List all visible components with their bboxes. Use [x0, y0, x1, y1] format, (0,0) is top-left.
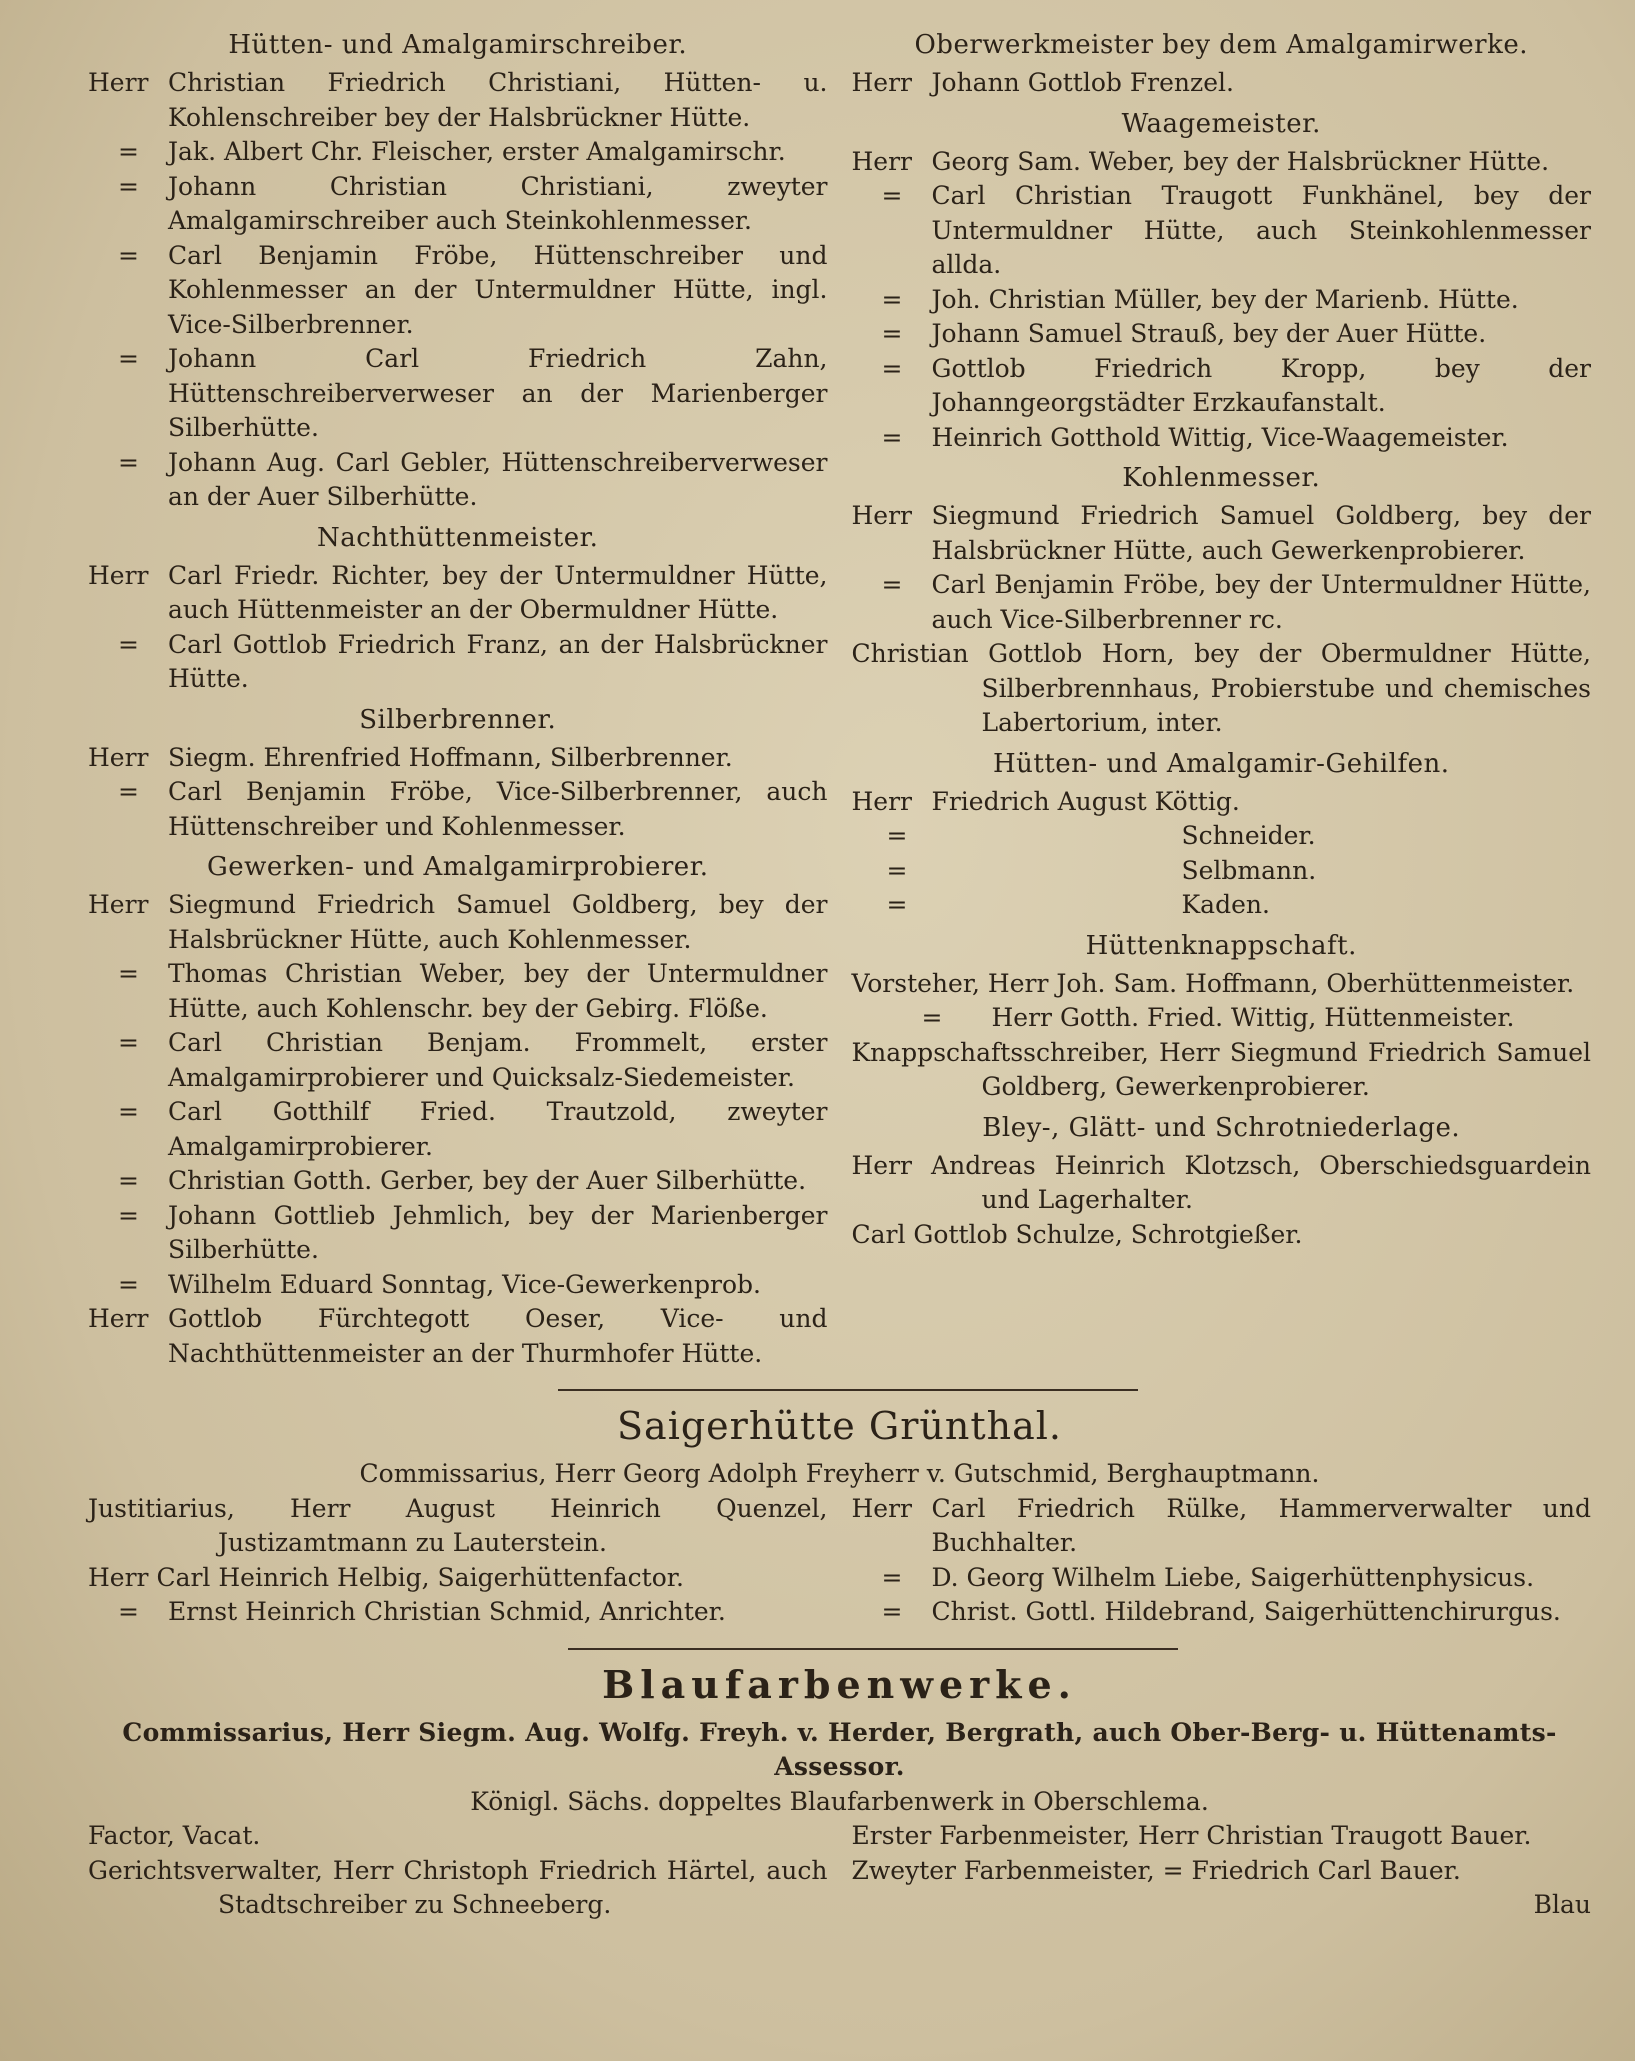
section-gewerkenprobierer	[88, 850, 828, 1371]
section-title: Blaufarbenwerke.	[602, 1661, 1077, 1707]
list-entry: = Herr Gotth. Fried. Wittig, Hüttenmeister.	[921, 1003, 1515, 1032]
list-entry: = Carl Christian Traugott Funkhänel, bey der Untermuldner Hütte, auch Steinkohlenmesser allda.	[881, 181, 1591, 279]
section-heading: Hütten- und Amalgamirschreiber.	[228, 30, 688, 60]
list-entry: Christian Gottlob Horn, bey der Obermuldner Hütte, Silberbrennhaus, Probierstube und chemisches Labertorium, inter.	[851, 639, 1591, 737]
list-entry: = Ernst Heinrich Christian Schmid, Anrichter.	[118, 1597, 726, 1626]
list-entry: Factor, Vacat.	[88, 1821, 261, 1850]
list-entry: = Johann Samuel Strauß, bey der Auer Hütte.	[881, 319, 1487, 348]
list-entry: = Carl Benjamin Fröbe, bey der Untermuldner Hütte, auch Vice-Silberbrenner rc.	[881, 570, 1591, 634]
list-entry: Herr Siegmund Friedrich Samuel Goldberg, bey der Halsbrückner Hütte, auch Gewerkenprobierer.	[851, 501, 1591, 565]
list-entry: = Selbmann.	[886, 855, 1317, 885]
divider	[568, 1648, 1178, 1650]
section-heading: Kohlenmesser.	[1122, 463, 1321, 493]
section-saigerhuette	[88, 1401, 1591, 1630]
list-entry: Herr Carl Friedrich Rülke, Hammerverwalter und Buchhalter.	[851, 1493, 1591, 1557]
section-heading: Bley-, Glätt- und Schrotniederlage.	[982, 1112, 1461, 1143]
list-entry: = Johann Aug. Carl Gebler, Hüttenschreiberverweser an der Auer Silberhütte.	[118, 447, 828, 511]
section-heading: Oberwerkmeister bey dem Amalgamirwerke.	[914, 30, 1529, 60]
section-heading: Hütten- und Amalgamir-Gehilfen.	[992, 748, 1450, 779]
list-entry: Gerichtsverwalter, Herr Christoph Friedrich Härtel, auch Stadtschreiber zu Schneeberg.	[88, 1855, 828, 1919]
list-entry: = Joh. Christian Müller, bey der Marienb. Hütte.	[881, 284, 1519, 314]
section-heading: Silberbrenner.	[359, 704, 557, 735]
section-waagemeister	[852, 107, 1592, 456]
list-entry: Carl Gottlob Schulze, Schrotgießer.	[851, 1219, 1303, 1249]
section-nachthuettenmeister	[88, 521, 828, 697]
section-heading: Nachthüttenmeister.	[317, 522, 599, 553]
saiger-columns	[88, 1492, 1591, 1630]
saiger-right	[848, 1492, 1592, 1630]
blaufarben-left	[88, 1819, 828, 1923]
section-heading: Gewerken- und Amalgamirprobierer.	[206, 852, 709, 882]
list-entry: = Heinrich Gotthold Wittig, Vice-Waagemeister.	[881, 422, 1509, 452]
section-title: Saigerhütte Grünthal.	[617, 1404, 1062, 1448]
list-entry: Herr Siegmund Friedrich Samuel Goldberg, bey der Halsbrückner Hütte, auch Kohlenmesser.	[88, 890, 828, 954]
left-column	[88, 22, 828, 1371]
list-entry: = Wilhelm Eduard Sonntag, Vice-Gewerkenprob.	[118, 1269, 761, 1299]
section-kohlenmesser	[852, 461, 1592, 741]
list-entry: = Carl Christian Benjam. Frommelt, erster Amalgamirprobierer und Quicksalz-Siedemeister.	[118, 1028, 828, 1092]
list-entry: Herr Johann Gottlob Frenzel.	[851, 68, 1234, 97]
catchword: Blau	[1533, 1890, 1591, 1919]
list-entry: = Schneider.	[886, 821, 1316, 850]
list-entry: Herr Georg Sam. Weber, bey der Halsbrückner Hütte.	[851, 146, 1550, 176]
divider	[558, 1389, 1138, 1391]
list-entry: Herr Carl Friedr. Richter, bey der Untermuldner Hütte, auch Hüttenmeister an der Obermuldner Hütte.	[88, 560, 828, 624]
section-blaufarbenwerke	[88, 1660, 1591, 1923]
section-heading: Waagemeister.	[1121, 108, 1321, 139]
list-entry: Zweyter Farbenmeister, = Friedrich Carl Bauer.	[851, 1855, 1461, 1885]
list-entry: = Carl Gotthilf Fried. Trautzold, zweyter Amalgamirprobierer.	[118, 1097, 828, 1161]
list-entry: = Johann Christian Christiani, zweyter Amalgamirschreiber auch Steinkohlenmesser.	[118, 171, 828, 235]
section-oberwerkmeister	[852, 28, 1592, 101]
list-entry: Knappschaftsschreiber, Herr Siegmund Friedrich Samuel Goldberg, Gewerkenprobierer.	[851, 1037, 1591, 1101]
list-entry: = D. Georg Wilhelm Liebe, Saigerhüttenphysicus.	[881, 1562, 1535, 1592]
list-entry: Herr Andreas Heinrich Klotzsch, Oberschiedsguardein und Lagerhalter.	[851, 1150, 1592, 1214]
commissarius-line: Commissarius, Herr Georg Adolph Freyherr v. Gutschmid, Berghauptmann.	[359, 1459, 1320, 1488]
section-huetten-amalgamirschreiber	[88, 28, 828, 515]
subheading: Königl. Sächs. doppeltes Blaufarbenwerk in Oberschlema.	[470, 1786, 1209, 1816]
section-huettenknappschaft	[852, 929, 1592, 1105]
list-entry: Vorsteher, Herr Joh. Sam. Hoffmann, Oberhüttenmeister.	[851, 968, 1575, 998]
section-gehilfen	[852, 747, 1592, 923]
list-entry: = Gottlob Friedrich Kropp, bey der Johanngeorgstädter Erzkaufanstalt.	[881, 353, 1591, 417]
list-entry: Herr Carl Heinrich Helbig, Saigerhüttenfactor.	[88, 1562, 684, 1592]
list-entry: = Carl Benjamin Fröbe, Vice-Silberbrenner, auch Hüttenschreiber und Kohlenmesser.	[118, 777, 828, 841]
list-entry: = Jak. Albert Chr. Fleischer, erster Amalgamirschr.	[118, 137, 786, 166]
saiger-left	[88, 1492, 828, 1630]
list-entry: = Johann Carl Friedrich Zahn, Hüttenschreiberverweser an der Marienberger Silberhütte.	[118, 344, 828, 442]
list-entry: Erster Farbenmeister, Herr Christian Traugott Bauer.	[851, 1821, 1532, 1850]
list-entry: = Carl Benjamin Fröbe, Hüttenschreiber und Kohlenmesser an der Untermuldner Hütte, ingl. Vice-Silberbrenner.	[118, 240, 828, 339]
list-entry: = Christ. Gottl. Hildebrand, Saigerhüttenchirurgus.	[881, 1597, 1561, 1626]
list-entry: Herr Siegm. Ehrenfried Hoffmann, Silberbrenner.	[88, 742, 733, 772]
blaufarben-right	[848, 1819, 1592, 1923]
list-entry: Herr Christian Friedrich Christiani, Hütten- u. Kohlenschreiber bey der Halsbrückner Hütte.	[88, 68, 828, 132]
list-entry: Justitiarius, Herr August Heinrich Quenzel, Justizamtmann zu Lauterstein.	[88, 1493, 828, 1557]
section-heading: Hüttenknappschaft.	[1085, 930, 1357, 961]
right-column	[848, 22, 1592, 1371]
list-entry: Herr Friedrich August Köttig.	[851, 786, 1240, 816]
blaufarben-columns	[88, 1819, 1591, 1923]
section-bleyniederlage	[852, 1111, 1592, 1253]
list-entry: = Carl Gottlob Friedrich Franz, an der Halsbrückner Hütte.	[118, 629, 828, 693]
list-entry: Herr Gottlob Fürchtegott Oeser, Vice- und Nachthüttenmeister an der Thurmhofer Hütte.	[88, 1304, 828, 1368]
list-entry: = Thomas Christian Weber, bey der Untermuldner Hütte, auch Kohlenschr. bey der Gebirg. Flöße.	[118, 959, 828, 1023]
list-entry: = Johann Gottlieb Jehmlich, bey der Marienberger Silberhütte.	[118, 1200, 828, 1264]
commissarius-line: Commissarius, Herr Siegm. Aug. Wolfg. Freyh. v. Herder, Bergrath, auch Ober-Berg- u. Hüttenamts-Assessor.	[122, 1717, 1557, 1781]
list-entry: = Kaden.	[886, 890, 1270, 919]
top-columns	[88, 22, 1591, 1371]
section-silberbrenner	[88, 703, 828, 845]
list-entry: = Christian Gotth. Gerber, bey der Auer Silberhütte.	[118, 1166, 807, 1195]
